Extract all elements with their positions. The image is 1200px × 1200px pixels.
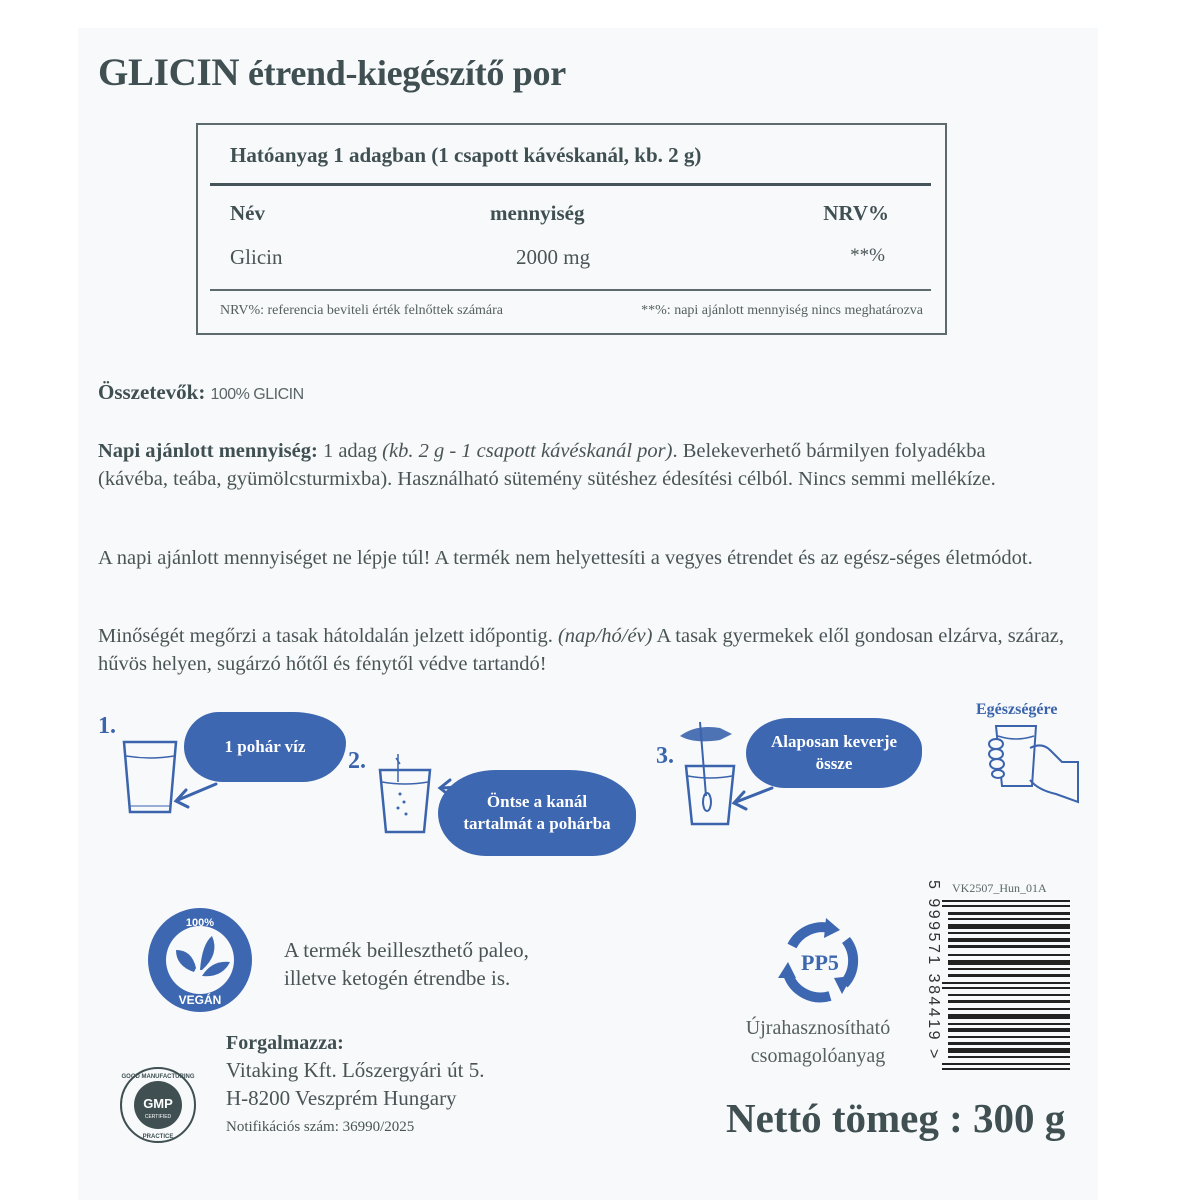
cheers-label: Egészségére: [976, 701, 1058, 718]
step-2-label-line1: Öntse a kanál: [486, 792, 588, 811]
divider: [210, 289, 931, 291]
diet-line2: illetve ketogén étrendbe is.: [284, 966, 511, 990]
svg-text:PP5: PP5: [801, 950, 839, 975]
recycling-line2: csomagolóanyag: [750, 1045, 886, 1067]
daily-dose: [98, 437, 1058, 493]
row-name: Glicin: [230, 245, 283, 269]
net-weight: Nettó tömeg : 300 g: [726, 1095, 1066, 1141]
footnote-nrv: NRV%: referencia beviteli érték felnőttek számára: [220, 303, 504, 318]
svg-text:VEGÁN: VEGÁN: [178, 993, 222, 1007]
recycling-text: [728, 1014, 908, 1070]
column-header-amount: mennyiség: [490, 201, 585, 225]
step-2-label-line2: tartalmát a pohárba: [463, 814, 611, 833]
recycling-pp5-icon: [774, 916, 866, 1008]
step-3-label-line1: Alaposan keverje: [770, 732, 898, 751]
step-1-number: 1.: [98, 713, 116, 739]
column-header-name: Név: [230, 201, 265, 225]
daily-dose-amount: 1 adag: [322, 440, 378, 462]
step-1-bubble: [184, 712, 346, 782]
column-header-nrv: NRV%: [823, 201, 889, 225]
step-3-label-line2: össze: [815, 754, 853, 773]
daily-dose-label: Napi ajánlott mennyiség:: [98, 440, 318, 462]
svg-text:GOOD MANUFACTURING: GOOD MANUFACTURING: [121, 1074, 195, 1080]
diet-compat-text: [284, 936, 529, 992]
daily-dose-note: (kb. 2 g - 1 csapott kávéskanál por): [382, 440, 673, 462]
daily-dose-text: . Belekeverhető bármilyen folyadékba (kávéba, teába, gyümölcsturmixba). Használható sütemény sütéshez édesítési célból. Nincs semmi mellékíze.: [98, 440, 996, 490]
recycling-line1: Újrahasznosítható: [745, 1017, 891, 1039]
storage-info: [98, 622, 1088, 678]
row-amount: 2000 mg: [516, 245, 591, 269]
nutrition-table: [196, 123, 947, 335]
distributor: [226, 1030, 484, 1138]
svg-text:100%: 100%: [185, 917, 215, 929]
step-3-bubble: [746, 718, 922, 788]
product-subtitle: étrend-kiegészítő por: [247, 53, 566, 93]
page-title: [98, 50, 566, 95]
step-2-bubble: [438, 770, 636, 856]
arrow-left-icon: [170, 780, 220, 810]
arrow-left-icon: [728, 784, 774, 812]
ingredients-label: Összetevők:: [98, 380, 206, 404]
warning-text: A napi ajánlott mennyiséget ne lépje túl! A termék nem helyettesíti a vegyes étrendet és az egész-séges életmódot.: [98, 547, 1033, 569]
distributor-label: Forgalmazza:: [226, 1032, 344, 1054]
svg-text:GMP: GMP: [143, 1096, 173, 1111]
row-nrv: **%: [850, 245, 885, 266]
diet-line1: A termék beilleszthető paleo,: [284, 938, 529, 962]
distributor-address-line2: H-8200 Veszprém Hungary: [226, 1086, 457, 1110]
vegan-badge-icon: [146, 906, 254, 1014]
footnote-undefined: **%: napi ajánlott mennyiség nincs meghatározva: [641, 303, 923, 318]
table-heading: Hatóanyag 1 adagban (1 csapott kávéskanál, kb. 2 g): [230, 143, 702, 167]
ingredients-value: 100% GLICIN: [210, 386, 304, 403]
storage-text-before: Minőségét megőrzi a tasak hátoldalán jelzett időpontig.: [98, 625, 553, 647]
barcode: [942, 898, 1072, 1084]
svg-text:CERTIFIED: CERTIFIED: [144, 1114, 172, 1120]
gmp-certified-icon: [118, 1066, 198, 1144]
version-code: VK2507_Hun_01A: [952, 881, 1047, 895]
product-name: GLICIN: [98, 51, 240, 94]
ingredients: [98, 378, 1058, 409]
step-2-number: 2.: [348, 748, 366, 774]
storage-text-after: A tasak gyermekek elől gondosan elzárva, száraz, hűvös helyen, sugárzó hőtől és fénytől védve tartandó!: [98, 625, 1065, 675]
distributor-address-line1: Vitaking Kft. Lőszergyári út 5.: [226, 1058, 485, 1082]
step-3-number: 3.: [656, 743, 674, 769]
barcode-digits: 5 999571 384419 >: [925, 880, 942, 1061]
hand-holding-glass-icon: [986, 722, 1080, 806]
notification-number: Notifikációs szám: 36990/2025: [226, 1119, 415, 1135]
glass-pouring-icon: [376, 752, 434, 836]
date-format: (nap/hó/év): [557, 625, 653, 647]
step-1-label: 1 pohár víz: [224, 737, 306, 756]
divider: [210, 183, 931, 186]
svg-text:PRACTICE: PRACTICE: [142, 1134, 174, 1140]
